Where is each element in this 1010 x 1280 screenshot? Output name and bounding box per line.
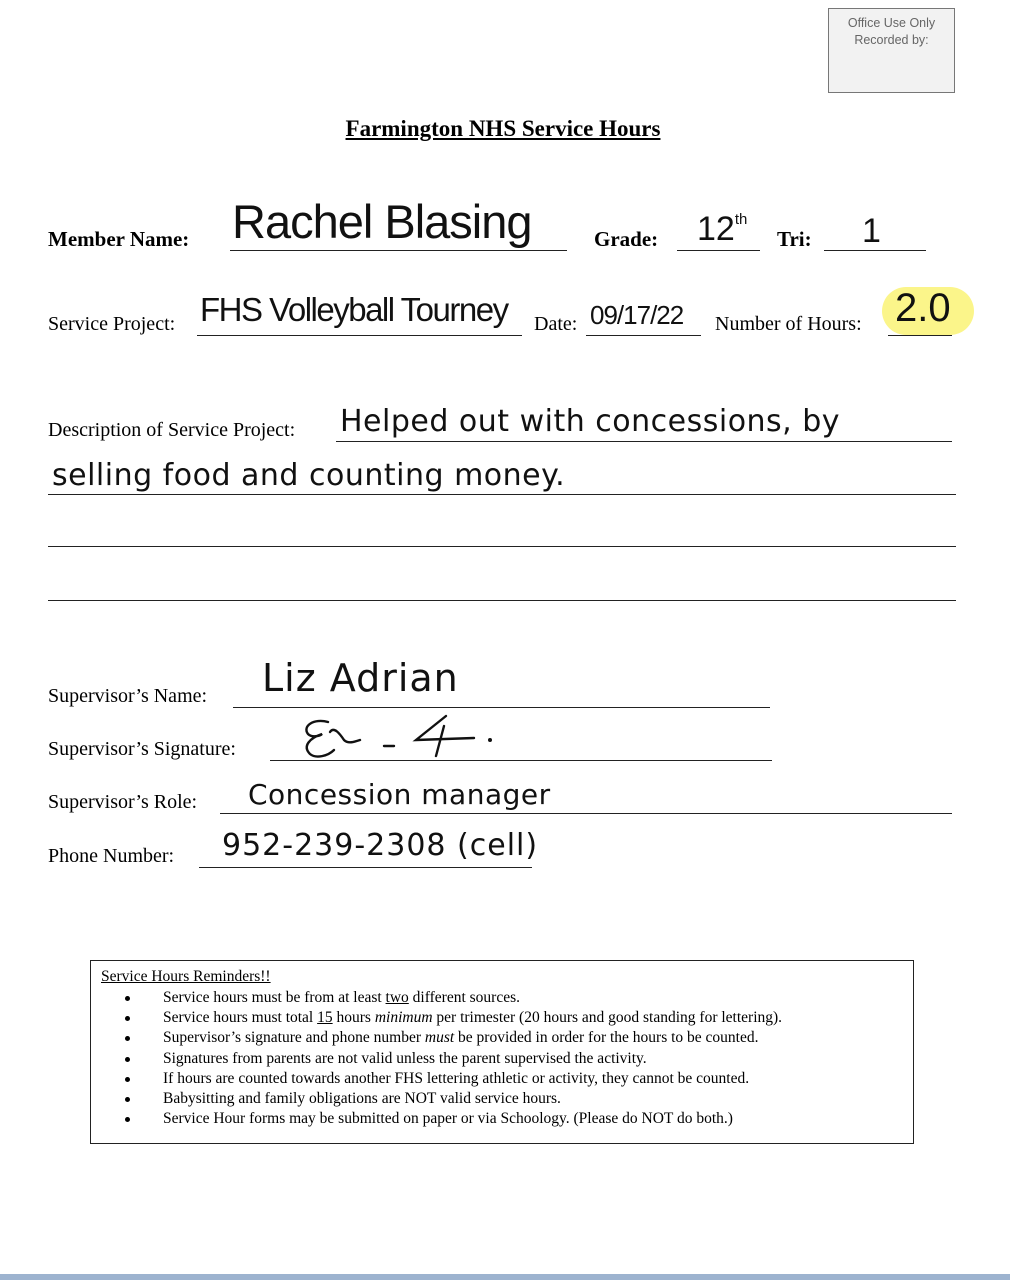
supervisor-name-label: Supervisor’s Name: [48, 685, 208, 707]
grade-value: 12th [697, 210, 748, 248]
supervisor-signature-label: Supervisor’s Signature: [48, 738, 236, 760]
tri-label: Tri: [777, 227, 812, 251]
description-line-4[interactable] [48, 600, 956, 601]
service-project-line[interactable] [197, 335, 522, 336]
member-name-label: Member Name: [48, 227, 190, 251]
supervisor-role-value: Concession manager [248, 778, 551, 811]
viewer-bottom-edge [0, 1274, 1010, 1280]
reminder-item: If hours are counted towards another FHS lettering athletic or activity, they cannot be counted. [91, 1069, 782, 1089]
description-value-2: selling food and counting money. [52, 458, 566, 493]
hours-line[interactable] [888, 335, 952, 336]
reminder-item: Supervisor’s signature and phone number must be provided in order for the hours to be counted. [91, 1028, 782, 1048]
phone-number-value: 952-239-2308 (cell) [222, 828, 539, 863]
phone-number-label: Phone Number: [48, 845, 175, 867]
reminder-item: Service Hour forms may be submitted on paper or via Schoology. (Please do NOT do both.) [91, 1109, 782, 1129]
supervisor-name-line[interactable] [233, 707, 770, 708]
date-label: Date: [534, 313, 578, 335]
description-line-3[interactable] [48, 546, 956, 547]
hours-value: 2.0 [895, 286, 951, 330]
service-project-label: Service Project: [48, 313, 176, 335]
description-label: Description of Service Project: [48, 419, 296, 441]
member-name-value: Rachel Blasing [232, 195, 532, 248]
description-line-1[interactable] [336, 441, 952, 442]
reminder-item: Service hours must total 15 hours minimum per trimester (20 hours and good standing for lettering). [91, 1008, 782, 1028]
form-title: Farmington NHS Service Hours [345, 116, 661, 141]
reminders-box [90, 960, 914, 1144]
description-line-2[interactable] [48, 494, 956, 495]
reminder-item: Babysitting and family obligations are NOT valid service hours. [91, 1089, 782, 1109]
phone-number-line[interactable] [199, 867, 532, 868]
tri-value: 1 [862, 212, 881, 250]
office-use-box [828, 8, 955, 93]
description-value-1: Helped out with concessions, by [340, 404, 841, 439]
recorded-by-label: Recorded by: [854, 33, 929, 47]
grade-label: Grade: [594, 227, 659, 251]
reminder-item: Signatures from parents are not valid unless the parent supervised the activity. [91, 1049, 782, 1069]
supervisor-role-label: Supervisor’s Role: [48, 791, 198, 813]
grade-line[interactable] [677, 250, 760, 251]
office-use-label: Office Use Only [847, 16, 936, 30]
reminder-item: Service hours must be from at least two different sources. [91, 988, 782, 1008]
member-name-line[interactable] [230, 250, 567, 251]
date-value: 09/17/22 [590, 300, 684, 330]
reminders-list [91, 988, 782, 1129]
reminders-title: Service Hours Reminders!! [101, 968, 271, 985]
date-line[interactable] [586, 335, 701, 336]
supervisor-name-value: Liz Adrian [262, 656, 459, 700]
hours-label: Number of Hours: [715, 313, 862, 335]
service-project-value: FHS Volleyball Tourney [200, 291, 508, 328]
supervisor-signature-image [296, 712, 506, 762]
supervisor-role-line[interactable] [220, 813, 952, 814]
